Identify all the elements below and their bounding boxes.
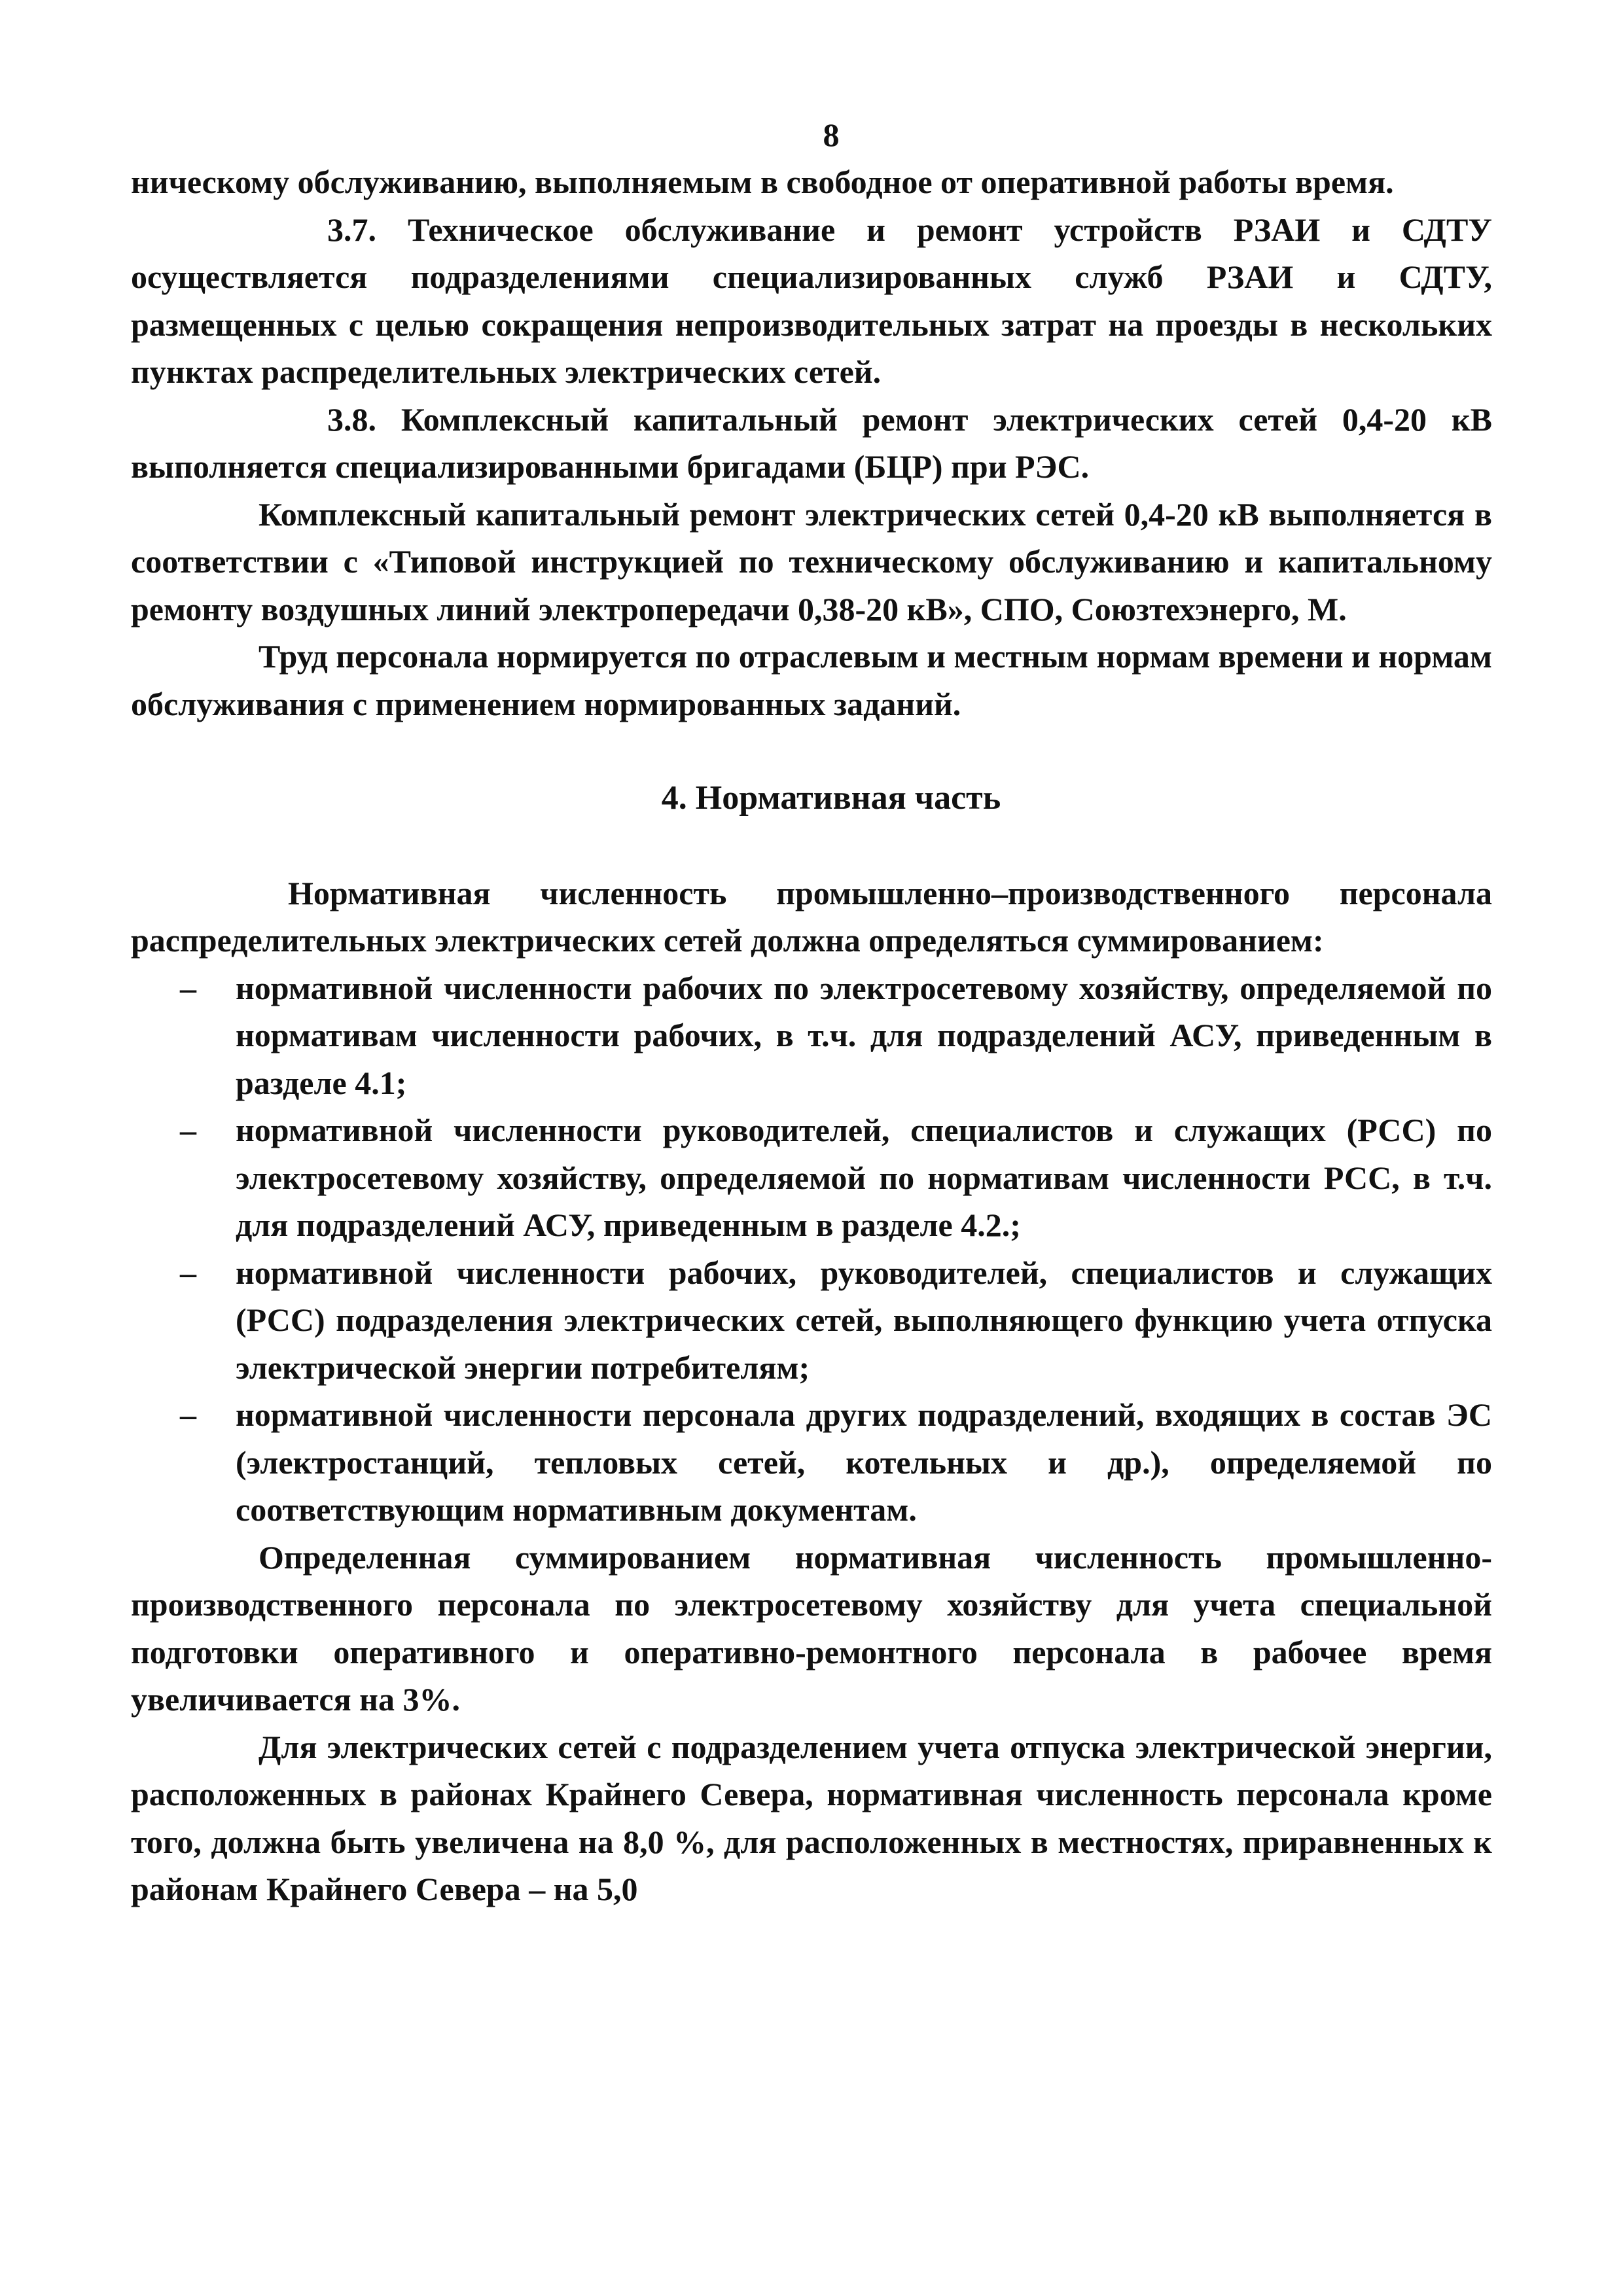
summation-list — [131, 964, 1492, 1534]
dash-bullet: – — [180, 1112, 196, 1148]
paragraph-3-8: 3.8. Комплексный капитальный ремонт электрических сетей 0,4-20 кВ выполняется специализированными бригадами (БЦР) при РЭС. — [131, 400, 1492, 485]
paragraph-complex-repair: Комплексный капитальный ремонт электрических сетей 0,4-20 кВ выполняется в соответствии с «Типовой инструкцией по техническому обслуживанию и капитальному ремонту воздушных линий электропередачи 0,38-20 кВ», СПО, Союзтехэнерго, М. — [131, 495, 1492, 627]
document-page — [131, 111, 1492, 1913]
list-item-text: нормативной численности персонала других подразделений, входящих в состав ЭС (электростанций, тепловых сетей, котельных и др.), определяемой по соответствующим нормативным документам. — [236, 1396, 1492, 1528]
section-heading: 4. Нормативная часть — [661, 779, 1001, 817]
list-item — [131, 1391, 1492, 1534]
dash-bullet: – — [180, 1396, 196, 1433]
list-item — [131, 964, 1492, 1107]
paragraph-continuation: ническому обслуживанию, выполняемым в свободное от оперативной работы время. — [131, 164, 1394, 200]
list-item-text: нормативной численности рабочих по электросетевому хозяйству, определяемой по нормативам численности рабочих, в т.ч. для подразделений АСУ, приведенным в разделе 4.1; — [236, 969, 1492, 1101]
paragraph-determined-total: Определенная суммированием нормативная численность промышленно-производственного персонала по электросетевому хозяйству для учета специальной подготовки оперативного и оперативно-ремонтного персонала в рабочее время увеличивается на 3%. — [131, 1538, 1492, 1718]
paragraph-intro: Нормативная численность промышленно–производственного персонала распределительных электрических сетей должна определяться суммированием: — [131, 874, 1492, 959]
page-number: 8 — [823, 116, 840, 153]
list-item — [131, 1106, 1492, 1249]
list-item-text: нормативной численности рабочих, руководителей, специалистов и служащих (РСС) подразделения электрических сетей, выполняющего функцию учета отпуска электрической энергии потребителям; — [236, 1254, 1492, 1386]
dash-bullet: – — [180, 1254, 196, 1291]
list-item — [131, 1249, 1492, 1392]
paragraph-labor: Труд персонала нормируется по отраслевым и местным нормам времени и нормам обслуживания с применением нормированных заданий. — [131, 638, 1492, 722]
paragraph-far-north: Для электрических сетей с подразделением учета отпуска электрической энергии, расположенных в районах Крайнего Севера, нормативная численность персонала кроме того, должна быть увеличена на 8,0 %, для расположенных в местностях, приравненных к районам Крайнего Севера – на 5,0 — [131, 1728, 1492, 1907]
paragraph-3-7: 3.7. Техническое обслуживание и ремонт устройств РЗАИ и СДТУ осуществляется подразделениями специализированных служб РЗАИ и СДТУ, размещенных с целью сокращения непроизводительных затрат на проезды в нескольких пунктах распределительных электрических сетей. — [131, 211, 1492, 390]
list-item-text: нормативной численности руководителей, специалистов и служащих (РСС) по электросетевому хозяйству, определяемой по нормативам численности РСС, в т.ч. для подразделений АСУ, приведенным в разделе 4.2.; — [236, 1112, 1492, 1243]
dash-bullet: – — [180, 969, 196, 1006]
